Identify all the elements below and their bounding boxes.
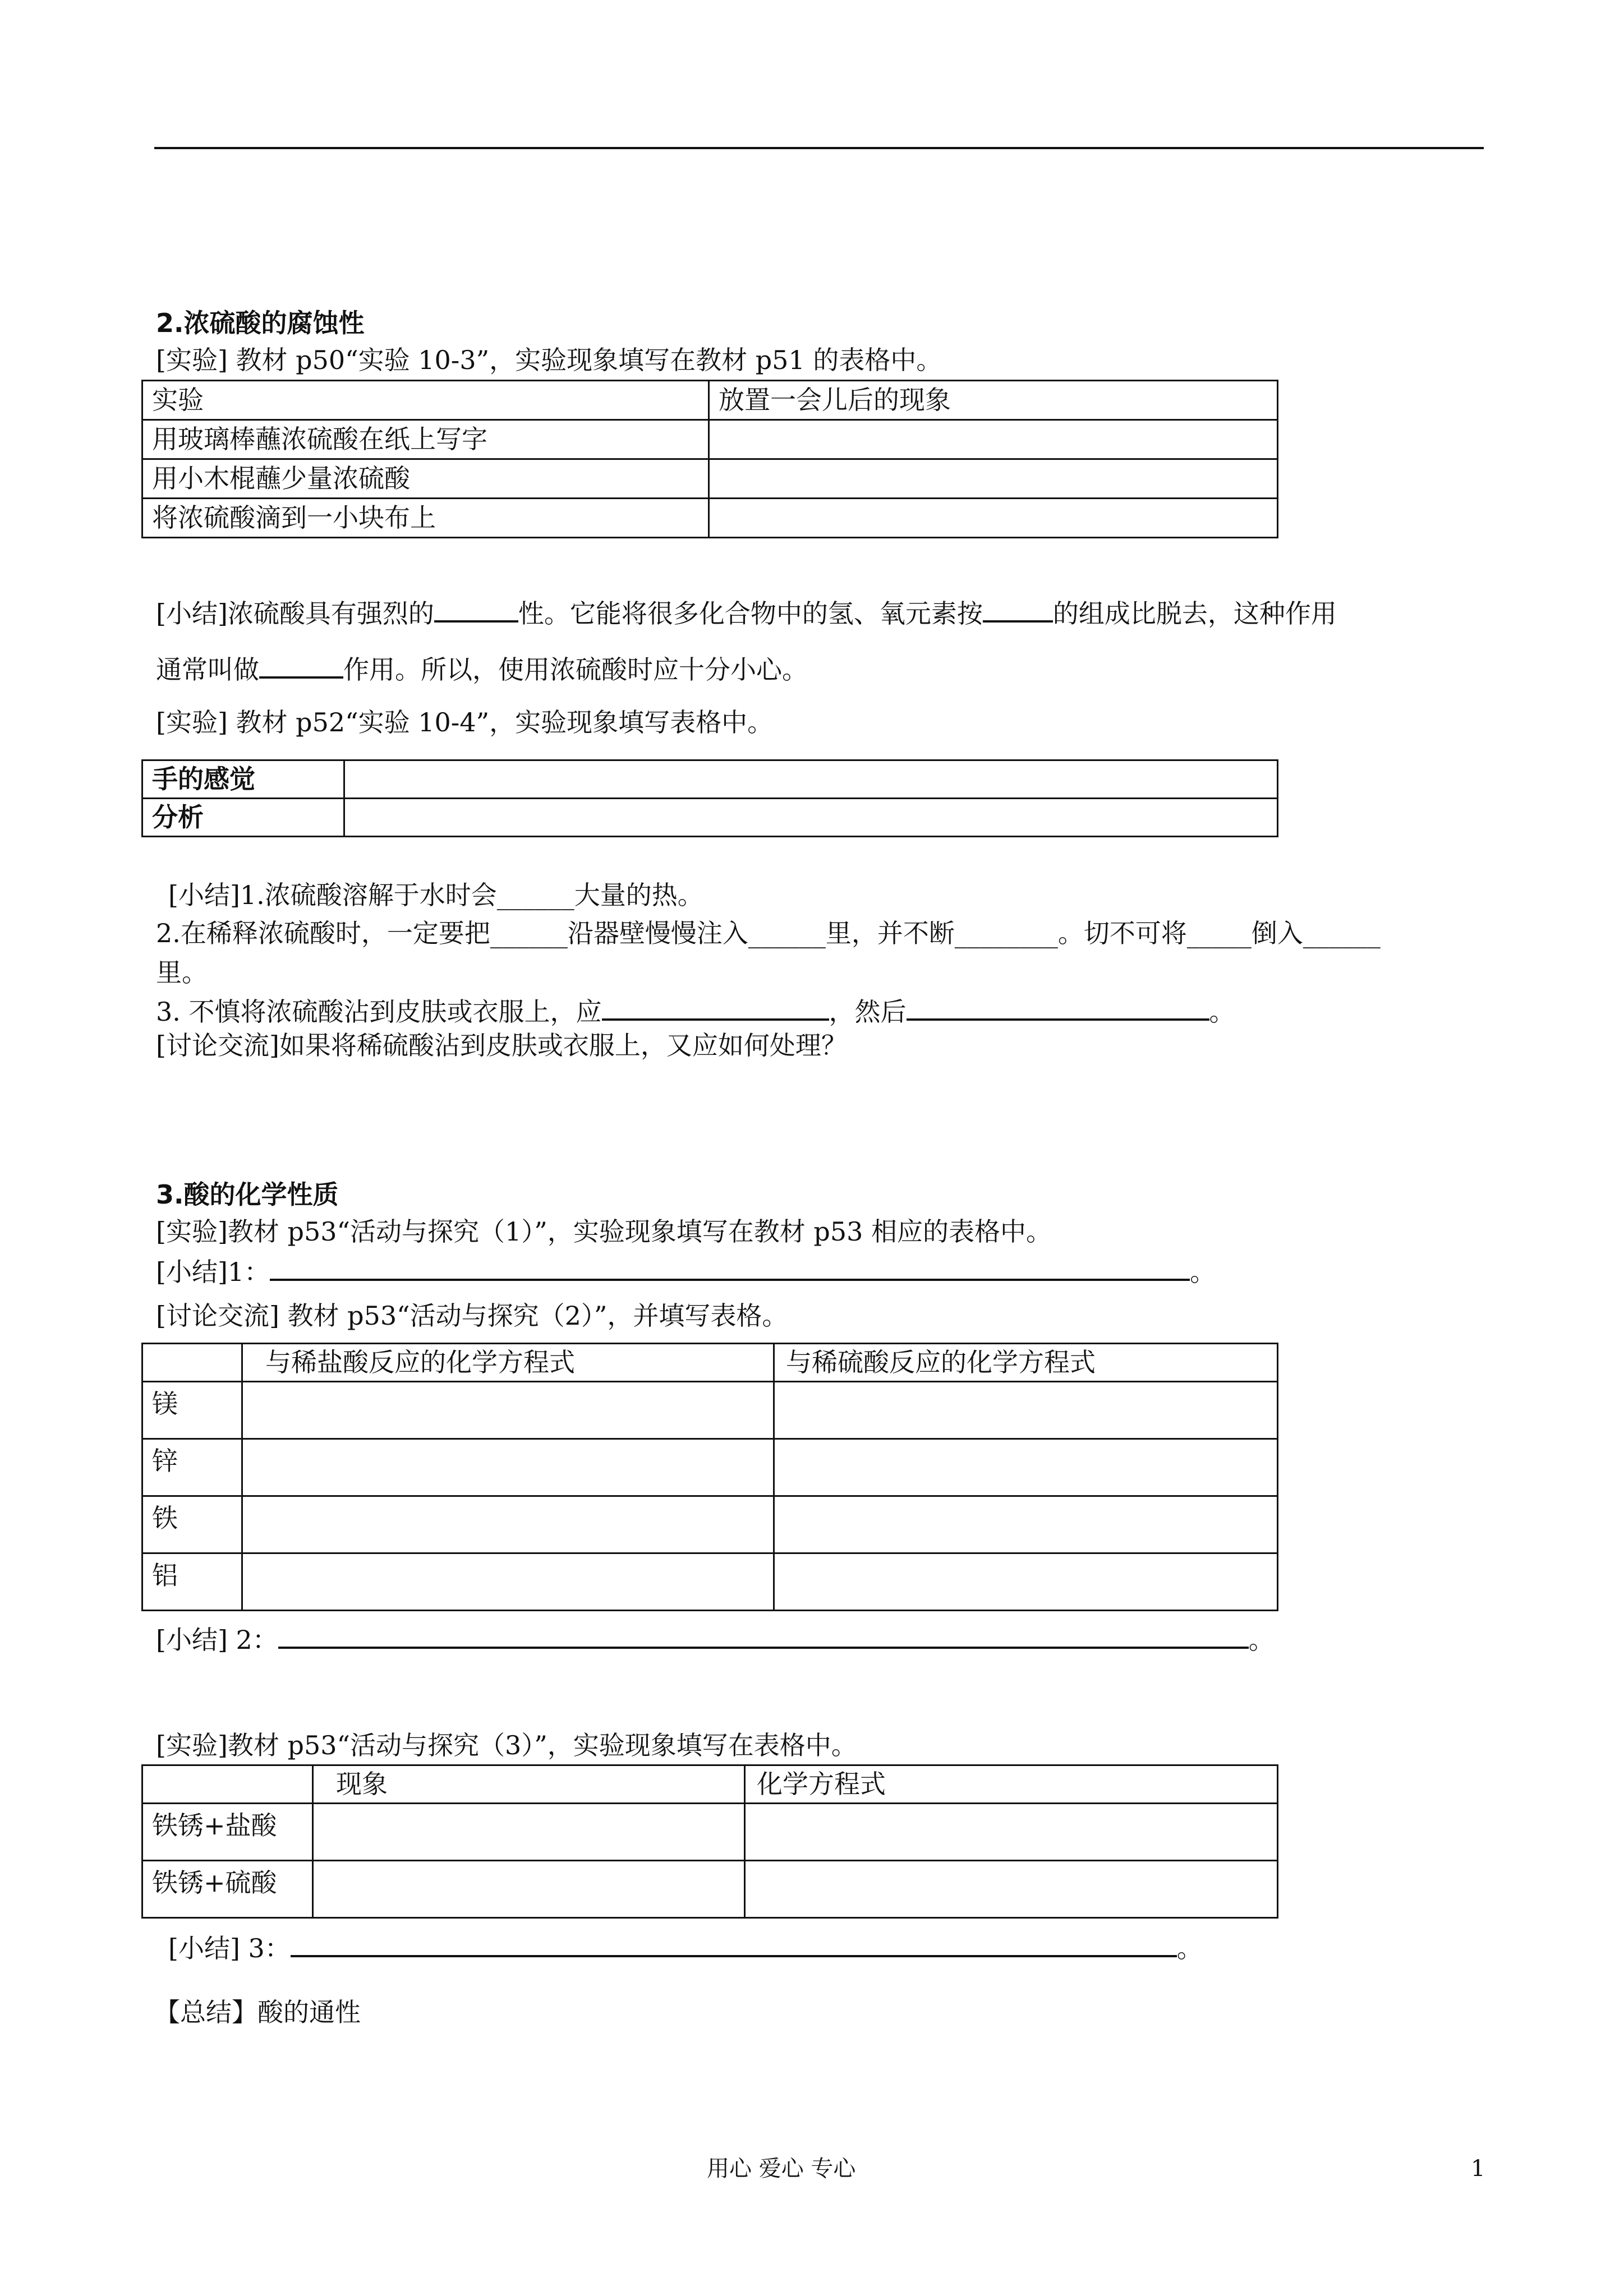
table-row-label: 镁: [142, 1382, 242, 1439]
summary-2-line: [156, 1621, 1275, 1657]
summary-text: 大量的热。: [574, 880, 703, 910]
summary-text: [小结] 2：: [156, 1625, 278, 1655]
answer-cell[interactable]: [242, 1382, 774, 1439]
fill-in-blank[interactable]: ______: [496, 880, 574, 910]
summary-text: 2.在稀释浓硫酸时，一定要把: [156, 918, 490, 948]
table-header: 放置一会儿后的现象: [709, 381, 1278, 420]
fill-in-blank[interactable]: [602, 993, 829, 1021]
summary-text: [小结] 3：: [168, 1933, 291, 1963]
table-row-label: 用玻璃棒蘸浓硫酸在纸上写字: [142, 420, 709, 459]
answer-cell[interactable]: [313, 1804, 745, 1861]
table-corrosion-experiments: [141, 380, 1278, 538]
summary-text: 作用。所以，使用浓硫酸时应十分小心。: [343, 654, 808, 685]
answer-cell[interactable]: [709, 459, 1278, 499]
summary-text: 。: [1176, 1933, 1203, 1963]
fill-in-blank[interactable]: ______: [748, 918, 826, 948]
answer-cell[interactable]: [344, 760, 1278, 799]
answer-cell[interactable]: [242, 1439, 774, 1496]
table-row-label: 手的感觉: [142, 760, 344, 799]
fill-in-blank[interactable]: [983, 594, 1053, 623]
table-row-label: 铁锈+盐酸: [142, 1804, 313, 1861]
table-header: 与稀盐酸反应的化学方程式: [242, 1344, 774, 1382]
table-header: 现象: [313, 1765, 745, 1804]
table-rust-reactions: [141, 1764, 1278, 1919]
experiment-10-3-instruction: [实验] 教材 p50“实验 10-3”，实验现象填写在教材 p51 的表格中。: [156, 345, 942, 375]
answer-cell[interactable]: [709, 499, 1278, 538]
answer-cell[interactable]: [745, 1861, 1278, 1918]
summary-text: 倒入: [1251, 918, 1303, 948]
table-header: 实验: [142, 381, 709, 420]
answer-cell[interactable]: [745, 1804, 1278, 1861]
table-row-label: 用小木棍蘸少量浓硫酸: [142, 459, 709, 499]
activity-1-instruction: [实验]教材 p53“活动与探究（1）”，实验现象填写在教材 p53 相应的表格中。: [156, 1216, 1052, 1247]
table-row-label: 铝: [142, 1553, 242, 1611]
summary-dilution-line2: [156, 918, 1381, 950]
summary-dilution-line1: [168, 879, 703, 912]
summary-text: 。: [1190, 1257, 1216, 1287]
summary-text: ，然后: [829, 997, 907, 1027]
table-row-label: 分析: [142, 799, 344, 837]
table-row-label: 铁锈+硫酸: [142, 1861, 313, 1918]
answer-cell[interactable]: [774, 1496, 1278, 1553]
summary-text: 3. 不慎将浓硫酸沾到皮肤或衣服上，应: [156, 997, 602, 1027]
section-3-title: 3.酸的化学性质: [156, 1179, 339, 1210]
summary-text: [小结]1.浓硫酸溶解于水时会: [168, 880, 497, 910]
answer-cell[interactable]: [242, 1553, 774, 1611]
fill-in-blank[interactable]: [291, 1929, 1177, 1957]
summary-dehydration-line1: [156, 594, 1337, 630]
discussion-dilute-acid: [讨论交流]如果将稀硫酸沾到皮肤或衣服上，又应如何处理？: [156, 1030, 847, 1061]
footer-motto: 用心 爱心 专心: [707, 2156, 856, 2182]
fill-in-blank[interactable]: [270, 1253, 1190, 1281]
fill-in-blank[interactable]: _____: [1186, 918, 1252, 948]
activity-3-instruction: [实验]教材 p53“活动与探究（3）”，实验现象填写在表格中。: [156, 1730, 857, 1760]
summary-text: 性。它能将很多化合物中的氢、氧元素按: [518, 598, 983, 629]
answer-cell[interactable]: [344, 799, 1278, 837]
activity-2-instruction: [讨论交流] 教材 p53“活动与探究（2）”，并填写表格。: [156, 1301, 788, 1331]
table-header: [142, 1765, 313, 1804]
summary-text: [小结]浓硫酸具有强烈的: [156, 598, 434, 629]
summary-text: 沿器壁慢慢注入: [567, 918, 748, 948]
summary-text: 。: [1248, 1625, 1275, 1655]
fill-in-blank[interactable]: [907, 993, 1209, 1021]
summary-3-line: [168, 1929, 1203, 1965]
section-2-title: 2.浓硫酸的腐蚀性: [156, 308, 365, 338]
table-header: 化学方程式: [745, 1765, 1278, 1804]
summary-text: 的组成比脱去，这种作用: [1052, 598, 1337, 629]
summary-text: [小结]1：: [156, 1257, 270, 1287]
fill-in-blank[interactable]: ______: [490, 918, 568, 948]
summary-dilution-line3: [156, 993, 1235, 1029]
summary-text: 。切不可将: [1057, 918, 1187, 948]
table-row-label: 锌: [142, 1439, 242, 1496]
header-rule: [154, 147, 1484, 149]
table-row-label: 将浓硫酸滴到一小块布上: [142, 499, 709, 538]
summary-1-line: [156, 1253, 1216, 1289]
answer-cell[interactable]: [242, 1496, 774, 1553]
answer-cell[interactable]: [774, 1553, 1278, 1611]
answer-cell[interactable]: [774, 1382, 1278, 1439]
table-header: 与稀硫酸反应的化学方程式: [774, 1344, 1278, 1382]
table-header: [142, 1344, 242, 1382]
fill-in-blank[interactable]: ________: [954, 918, 1058, 948]
answer-cell[interactable]: [709, 420, 1278, 459]
answer-cell[interactable]: [774, 1439, 1278, 1496]
fill-in-blank[interactable]: ______: [1303, 918, 1381, 948]
summary-text: 里，并不断: [825, 918, 955, 948]
fill-in-blank[interactable]: [278, 1621, 1249, 1649]
fill-in-blank[interactable]: [259, 651, 343, 679]
summary-text: 通常叫做: [156, 654, 259, 685]
table-heat-experiment: [141, 759, 1278, 837]
fill-in-blank[interactable]: [434, 594, 518, 623]
conclusion-heading: 【总结】酸的通性: [154, 1997, 361, 2027]
summary-dilution-line2-end: 里。: [156, 957, 208, 988]
table-row-label: 铁: [142, 1496, 242, 1553]
summary-text: 。: [1209, 997, 1235, 1027]
summary-dehydration-line2: [156, 651, 808, 686]
answer-cell[interactable]: [313, 1861, 745, 1918]
page-number: 1: [1471, 2156, 1485, 2182]
table-metal-reactions: [141, 1343, 1278, 1611]
experiment-10-4-instruction: [实验] 教材 p52“实验 10-4”，实验现象填写表格中。: [156, 707, 774, 737]
